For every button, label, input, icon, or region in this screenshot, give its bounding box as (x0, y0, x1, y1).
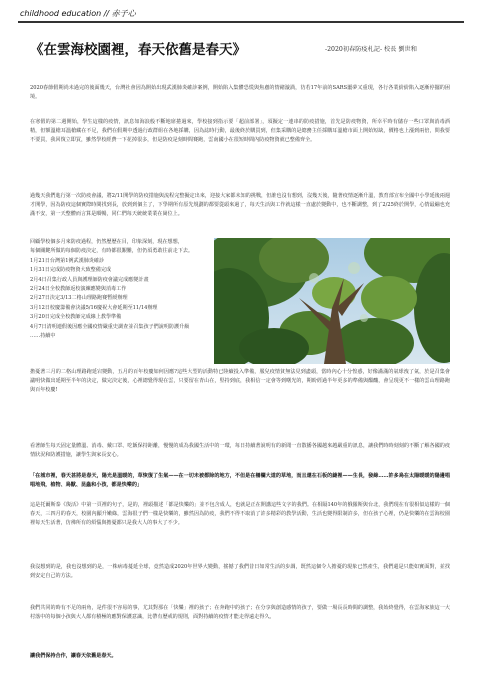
paragraph-4: 擔憂著三月的二格山理路跑延宕變動，五月的百年校慶如何因應?這些大型的活動特已陸續投入準備，服兒疫情貧無法見到盡頭，當時內心十分惶惑，好像滿滿的氣球洩了氣，於是召集會議明快做出延期至半年的決定，做完決定後，心裡總覺得現在雲，只要留在青山在，堅持到底，我相信一定會等到曙光的，期盼經過半年更多的準備與醞釀，會呈現更不一樣的雲山理路跑與百年校慶! (30, 369, 450, 393)
timeline-list (30, 238, 205, 341)
timeline-item: 1月31日完成防疫物資大致整備完成 (30, 267, 112, 274)
article-title: 《在雲海校園裡，春天依舊是春天》 (30, 42, 246, 58)
timeline-item: 4月7日清明連假後因應全國疫情嚴重史調查並召集孩子們說明防護升級 (30, 323, 190, 330)
timeline-item: 3月12日校慶籌備會決議5/16慶祝大會延期至11/14辦理 (30, 304, 158, 311)
timeline-item: 3月20日完成全校教師完成線上教學準備 (30, 314, 122, 321)
paragraph-5: 看著師生每天固定量體溫、消毒、戴口罩、吃飯保持距離，慢慢的成為我國生活中的一環，每日持續著說明有的新聞一直散播各國越來越嚴重的訊息，讓我們時時刻刻的不斷了解各國的疫情狀況和防護措施，讓學生與家長安心。 (30, 443, 450, 458)
paragraph-7: 這是托爾斯泰《復活》中第一頁裡的句子，是的，裡頭描述「都是快樂的」並不包含成人，也就是正在開講這些文字的我們。在相隔140年的俄羅斯與台北，我們現在有很相似這樣的一個春天，三四月的春天，校園內顯升嫩綠，雲海很子們一樣是快樂的，雖然因為防疫，我們不得不取消了許多精彩的教學活動，生活也變得限制許多，但在孩子心裡，仍是快樂的在雲海校園裡每天生活著，彷彿所有的煩惱與擔憂都只是我大人的事大了不少。 (30, 502, 450, 526)
article-byline: -2020初春防疫札記- 校長 劉世和 (325, 46, 417, 53)
paragraph-2: 在寒假的第二週開始，學生這樣的疫情，訊息如海浪般不斷地席捲過來，學校接到指示要「超前部署」，須擬定一連串的防疫措施，首先是防疫物資，所幸平時有儲存一些口罩與消毒酒精，但額溫槍耳溫槍藏在不足，我們在假期中透過行政群組在各地採購，因為誌時行動，最後終於購買到，但集采購的是總務主任採購耳溫槍市面上開始短缺，價格也上漲到兩倍，問我要不要買，我回復立即買，雖然學校經費一下花掉很多，但是防疫是刻時間賽跑，雲南國小在很短時間內防疫物資就已整備齊全。 (30, 119, 450, 143)
timeline-item: 2月27日決定3/13二格山理路跑賽暫緩辦理 (30, 295, 128, 302)
photo-illustration (214, 238, 450, 364)
timeline-intro-line: 回顧學校個多月來防疫過程，仍然歷歷在目，印象深刻，現在想想， (30, 239, 183, 245)
closing-line: 讓我們保持合作，讓春天依舊是春天。 (30, 653, 117, 659)
timeline-intro-line: 每個關鍵所做的每個防疫決定，有時都很艱難，但仍須勇敢往前走下去。 (30, 248, 194, 255)
header-divider (18, 21, 464, 23)
paragraph-3: 過幾天我們進行第一次防疫會議，將2/11開學的防疫措施與流程完整擬定出來，迎接大家都未知的挑戰，但誰也沒有想到，沒幾天後，隨著疫情逐漸升溫，教育部宣布全國中小學延後兩週才開學，因為防疫這個實際時間找到長，放到到個主了，下學期所有原先規劃的都要從頭來過了，每天生活與工作就這樣一直處於變動中，也不斷調整，到了2/25終於開學，心情最繃也充滿不安，第一天整體而言算是順暢，同仁們每天統統業業在崗位上。 (30, 193, 450, 217)
quote-paragraph: 「在城市裡，春天甚將是春天，陽光是溫暖的，草恢復了生氣——在一切未被都除的地方，不但是在柵欄大道的草地，而且還在石板的縫裡——生長，發綠……許多鳥在太陽暖暖的陽邊唱唱地飛，植物、鳥獸、昆蟲和小孩，都是快樂的」 (30, 473, 450, 488)
paragraph-1: 2020春節假期尚未過完的後面幾天，台灣社會因為開始出現武漢肺炎確診案例，開始陷入集體恐慌與焦慮的情緒漩渦，彷若17年前的SARS噩夢又重現，各行各業紛紛陷入逐漸停擺的困境。 (30, 85, 450, 100)
timeline-item: ……持續中 (30, 333, 56, 340)
timeline-item: 1月21日台灣第1例武漢肺炎確診 (30, 257, 105, 264)
tree-canopy-photo (214, 238, 450, 364)
timeline-item: 2月4日召集行政人員與護理師防疫會議完成應變計畫 (30, 276, 149, 283)
header-label: childhood education // 赤子心 (20, 9, 136, 18)
paragraph-9: 我們共同的時有不足的兩角，是件很不容易的事，尤其對那在「快樂」裡的孩子；在奔跑中的孩子；在分享與創造感情的孩子，要做一場長長時間的調整，我始終覺得，在雲海家族這一大村落中的每個小孩與大人都有積極的應對保護意識，比帶有歷戒的規則，面對持續的疫情才能走得遠走得久。 (30, 605, 450, 620)
timeline-item: 2月24日全校教師返校演練應變與消毒工作 (30, 286, 127, 293)
paragraph-8: 我沒想到的是，我也沒想到的是，一株病毒蔓延全球，竟然造成2020年世界大變動，搖撼了我們昔日如常生活的步調，既然這個令人擔憂的現象已然產生，我們還是只能如實面對，並找到安定自己的方法。 (30, 564, 450, 579)
